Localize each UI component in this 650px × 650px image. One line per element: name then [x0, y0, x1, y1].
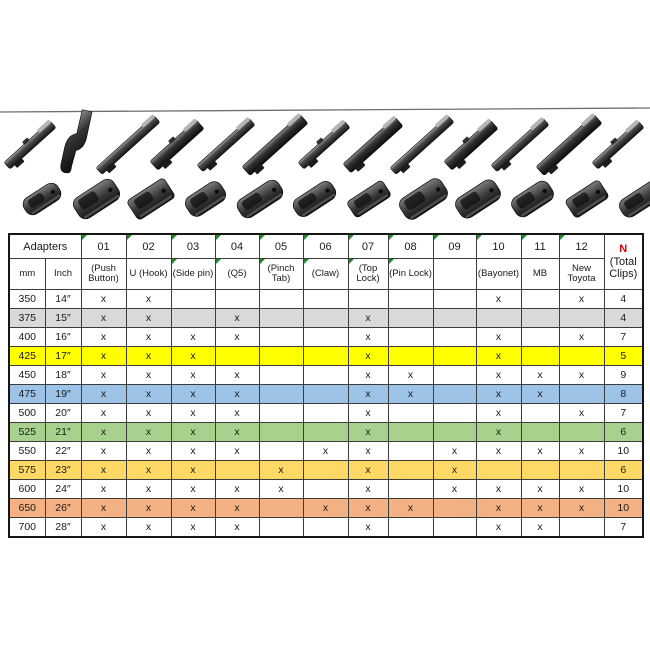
clip-mark-cell: [559, 385, 604, 404]
clip-mark-cell: [215, 461, 259, 480]
size-mm-cell: 600: [9, 480, 45, 499]
adapter-clip-photo: [234, 177, 286, 221]
clip-mark-cell: [215, 290, 259, 309]
clip-mark-cell: [521, 309, 559, 328]
size-mm-cell: 350: [9, 290, 45, 309]
adapter-clip-photo: [565, 179, 610, 218]
table-row: [9, 347, 643, 366]
clip-mark-cell: x: [81, 328, 126, 347]
table-row: [9, 290, 643, 309]
clip-mark-cell: x: [126, 366, 171, 385]
adapter-number-header-09: 09: [433, 234, 476, 259]
clip-mark-cell: x: [215, 328, 259, 347]
clip-mark-cell: [303, 404, 348, 423]
clip-mark-cell: [433, 290, 476, 309]
clip-mark-cell: [259, 290, 303, 309]
clip-mark-cell: [259, 385, 303, 404]
size-mm-cell: 650: [9, 499, 45, 518]
clip-mark-cell: [215, 347, 259, 366]
clip-mark-cell: [259, 499, 303, 518]
wiper-arm-photo: [2, 119, 59, 172]
clip-mark-cell: x: [348, 328, 388, 347]
adapter-number-header-02: 02: [126, 234, 171, 259]
clip-mark-cell: x: [215, 480, 259, 499]
clip-mark-cell: x: [559, 480, 604, 499]
total-clips-header: N (Total Clips): [604, 234, 643, 290]
adapter-name-header-04: (Q5): [215, 259, 259, 290]
clip-mark-cell: [259, 309, 303, 328]
clip-mark-cell: [388, 309, 433, 328]
clip-mark-cell: x: [126, 442, 171, 461]
total-clips-cell: 7: [604, 328, 643, 347]
clip-mark-cell: [521, 423, 559, 442]
clip-mark-cell: [433, 423, 476, 442]
clip-mark-cell: x: [81, 290, 126, 309]
clip-mark-cell: [259, 404, 303, 423]
clip-mark-cell: x: [348, 518, 388, 538]
clip-mark-cell: x: [81, 404, 126, 423]
clip-mark-cell: x: [126, 499, 171, 518]
adapter-number-header-11: 11: [521, 234, 559, 259]
clip-mark-cell: x: [81, 423, 126, 442]
clip-mark-cell: x: [348, 461, 388, 480]
clip-mark-cell: [388, 290, 433, 309]
size-mm-cell: 500: [9, 404, 45, 423]
adapter-number-header-04: 04: [215, 234, 259, 259]
adapter-name-header-03: (Side pin): [171, 259, 215, 290]
adapter-number-header-03: 03: [171, 234, 215, 259]
clip-mark-cell: x: [81, 442, 126, 461]
adapter-clip-photo: [70, 176, 122, 222]
clip-mark-cell: [433, 385, 476, 404]
adapter-name-header-05: (Pinch Tab): [259, 259, 303, 290]
clip-mark-cell: x: [171, 461, 215, 480]
clip-mark-cell: [433, 499, 476, 518]
total-clips-cell: 9: [604, 366, 643, 385]
total-clips-cell: 6: [604, 423, 643, 442]
clip-mark-cell: x: [259, 461, 303, 480]
clip-mark-cell: [303, 366, 348, 385]
clip-mark-cell: x: [521, 385, 559, 404]
total-clips-cell: 4: [604, 309, 643, 328]
clip-mark-cell: x: [215, 423, 259, 442]
clip-mark-cell: x: [171, 499, 215, 518]
adapter-photo-band: [0, 100, 650, 233]
clip-mark-cell: x: [348, 423, 388, 442]
clip-mark-cell: x: [171, 423, 215, 442]
clip-mark-cell: [388, 518, 433, 538]
size-inch-cell: 19″: [45, 385, 81, 404]
clip-mark-cell: [433, 347, 476, 366]
clip-mark-cell: x: [476, 347, 521, 366]
adapter-number-header-05: 05: [259, 234, 303, 259]
clip-mark-cell: [259, 328, 303, 347]
clip-mark-cell: x: [559, 366, 604, 385]
clip-mark-cell: [388, 347, 433, 366]
clip-mark-cell: [433, 366, 476, 385]
photo-edge-line: [0, 108, 650, 112]
clip-mark-cell: x: [559, 499, 604, 518]
adapter-name-header-11: MB: [521, 259, 559, 290]
clip-mark-cell: [476, 461, 521, 480]
total-clips-cell: 10: [604, 480, 643, 499]
clip-mark-cell: x: [476, 290, 521, 309]
adapter-name-header-09: [433, 259, 476, 290]
total-clips-cell: 4: [604, 290, 643, 309]
clip-mark-cell: x: [171, 385, 215, 404]
clip-mark-cell: [433, 328, 476, 347]
clip-mark-cell: [559, 423, 604, 442]
size-mm-cell: 475: [9, 385, 45, 404]
clip-mark-cell: x: [81, 309, 126, 328]
clip-mark-cell: x: [303, 442, 348, 461]
table-row: [9, 309, 643, 328]
clip-mark-cell: x: [126, 385, 171, 404]
adapters-header-cell: Adapters: [9, 234, 81, 259]
size-inch-cell: 24″: [45, 480, 81, 499]
adapter-clip-photo: [616, 178, 650, 220]
clip-mark-cell: x: [126, 309, 171, 328]
clip-mark-cell: [303, 309, 348, 328]
adapter-name-header-10: (Bayonet): [476, 259, 521, 290]
size-mm-cell: 450: [9, 366, 45, 385]
clip-mark-cell: [559, 518, 604, 538]
adapter-photos-image: [0, 100, 650, 233]
size-inch-cell: 15″: [45, 309, 81, 328]
clip-mark-cell: x: [126, 423, 171, 442]
clip-mark-cell: x: [81, 347, 126, 366]
clip-mark-cell: x: [348, 442, 388, 461]
clip-mark-cell: [303, 461, 348, 480]
clip-mark-cell: x: [81, 385, 126, 404]
clip-mark-cell: x: [126, 480, 171, 499]
clip-mark-cell: x: [215, 518, 259, 538]
size-inch-cell: 21″: [45, 423, 81, 442]
adapter-clip-photo: [452, 177, 503, 221]
inch-column-header: Inch: [45, 259, 81, 290]
total-clips-cell: 5: [604, 347, 643, 366]
adapter-clip-photo: [346, 180, 392, 219]
clip-mark-cell: x: [259, 480, 303, 499]
size-inch-cell: 14″: [45, 290, 81, 309]
size-inch-cell: 17″: [45, 347, 81, 366]
total-clips-cell: 7: [604, 404, 643, 423]
clip-mark-cell: x: [81, 461, 126, 480]
clip-mark-cell: [388, 480, 433, 499]
clip-mark-cell: [303, 328, 348, 347]
clip-mark-cell: x: [171, 480, 215, 499]
size-inch-cell: 26″: [45, 499, 81, 518]
adapter-name-header-01: (Push Button): [81, 259, 126, 290]
clip-mark-cell: [303, 480, 348, 499]
clip-mark-cell: [388, 461, 433, 480]
clip-mark-cell: [348, 290, 388, 309]
clip-mark-cell: x: [476, 328, 521, 347]
adapter-clip-photo: [182, 179, 228, 220]
clip-mark-cell: x: [81, 366, 126, 385]
clip-mark-cell: x: [476, 404, 521, 423]
clip-mark-cell: x: [388, 366, 433, 385]
clip-mark-cell: x: [215, 404, 259, 423]
clip-mark-cell: [559, 309, 604, 328]
clip-mark-cell: x: [476, 366, 521, 385]
clip-mark-cell: [559, 347, 604, 366]
table-row: [9, 404, 643, 423]
clip-mark-cell: x: [476, 499, 521, 518]
clip-mark-cell: [303, 290, 348, 309]
total-clips-cell: 10: [604, 442, 643, 461]
table-row: [9, 442, 643, 461]
clip-mark-cell: [476, 309, 521, 328]
clip-mark-cell: x: [126, 518, 171, 538]
clip-mark-cell: [171, 309, 215, 328]
clip-mark-cell: x: [126, 404, 171, 423]
size-inch-cell: 28″: [45, 518, 81, 538]
clip-mark-cell: x: [215, 309, 259, 328]
clip-mark-cell: x: [476, 423, 521, 442]
clip-mark-cell: [521, 290, 559, 309]
clip-mark-cell: x: [476, 480, 521, 499]
clip-mark-cell: [388, 328, 433, 347]
clip-mark-cell: x: [348, 366, 388, 385]
clip-mark-cell: x: [348, 480, 388, 499]
clip-mark-cell: x: [215, 366, 259, 385]
clip-mark-cell: x: [388, 499, 433, 518]
adapter-number-header-01: 01: [81, 234, 126, 259]
clip-mark-cell: x: [171, 442, 215, 461]
clip-mark-cell: [559, 461, 604, 480]
clip-mark-cell: x: [215, 385, 259, 404]
total-clips-cell: 6: [604, 461, 643, 480]
clip-mark-cell: [388, 404, 433, 423]
table-row: [9, 518, 643, 538]
clip-mark-cell: x: [521, 366, 559, 385]
clip-mark-cell: x: [559, 442, 604, 461]
clip-mark-cell: x: [559, 404, 604, 423]
adapter-clip-photo: [508, 178, 556, 220]
adapter-name-header-12: New Toyota: [559, 259, 604, 290]
size-mm-cell: 575: [9, 461, 45, 480]
clip-mark-cell: x: [171, 366, 215, 385]
adapter-clip-photo: [126, 177, 175, 220]
clip-mark-cell: [303, 518, 348, 538]
size-mm-cell: 425: [9, 347, 45, 366]
table-row: [9, 461, 643, 480]
adapter-name-header-06: (Claw): [303, 259, 348, 290]
clip-mark-cell: x: [81, 518, 126, 538]
clip-mark-cell: x: [559, 328, 604, 347]
clip-mark-cell: [433, 518, 476, 538]
clip-mark-cell: x: [521, 499, 559, 518]
clip-mark-cell: [259, 442, 303, 461]
clip-mark-cell: [433, 404, 476, 423]
total-clips-cell: 7: [604, 518, 643, 538]
table-row: [9, 423, 643, 442]
total-clips-cell: 8: [604, 385, 643, 404]
clip-mark-cell: x: [521, 480, 559, 499]
clip-mark-cell: x: [476, 518, 521, 538]
clip-mark-cell: x: [126, 328, 171, 347]
clip-mark-cell: [388, 423, 433, 442]
size-mm-cell: 525: [9, 423, 45, 442]
clip-mark-cell: [259, 366, 303, 385]
clip-mark-cell: [303, 385, 348, 404]
table-row: [9, 385, 643, 404]
clip-mark-cell: [303, 423, 348, 442]
clip-mark-cell: x: [348, 404, 388, 423]
size-inch-cell: 22″: [45, 442, 81, 461]
size-inch-cell: 16″: [45, 328, 81, 347]
clip-mark-cell: x: [433, 461, 476, 480]
clip-mark-cell: x: [215, 442, 259, 461]
clip-mark-cell: x: [433, 480, 476, 499]
clip-mark-cell: x: [81, 480, 126, 499]
adapter-clip-photo: [396, 176, 450, 223]
adapter-name-header-08: (Pin Lock): [388, 259, 433, 290]
adapter-number-header-12: 12: [559, 234, 604, 259]
clip-mark-cell: x: [433, 442, 476, 461]
clip-mark-cell: x: [126, 347, 171, 366]
adapter-number-header-07: 07: [348, 234, 388, 259]
table-row: [9, 366, 643, 385]
clip-mark-cell: x: [171, 518, 215, 538]
clip-mark-cell: [433, 309, 476, 328]
clip-mark-cell: x: [348, 499, 388, 518]
clip-mark-cell: [259, 347, 303, 366]
clip-mark-cell: x: [521, 442, 559, 461]
clip-mark-cell: [521, 404, 559, 423]
clip-mark-cell: x: [126, 290, 171, 309]
adapter-number-header-08: 08: [388, 234, 433, 259]
clip-mark-cell: x: [476, 385, 521, 404]
clip-mark-cell: x: [348, 347, 388, 366]
clip-mark-cell: [171, 290, 215, 309]
size-mm-cell: 550: [9, 442, 45, 461]
clip-mark-cell: x: [215, 499, 259, 518]
adapter-number-header-10: 10: [476, 234, 521, 259]
clip-mark-cell: [388, 442, 433, 461]
clip-mark-cell: [521, 347, 559, 366]
clip-mark-cell: x: [171, 328, 215, 347]
adapter-clip-photo: [290, 178, 339, 219]
mm-column-header: mm: [9, 259, 45, 290]
adapter-number-header-06: 06: [303, 234, 348, 259]
clip-mark-cell: x: [126, 461, 171, 480]
adapter-name-header-07: (Top Lock): [348, 259, 388, 290]
clip-mark-cell: x: [348, 309, 388, 328]
size-inch-cell: 23″: [45, 461, 81, 480]
clip-mark-cell: [259, 423, 303, 442]
size-inch-cell: 20″: [45, 404, 81, 423]
clip-mark-cell: [303, 347, 348, 366]
clip-mark-cell: x: [171, 347, 215, 366]
wiper-arm-photo: [95, 114, 163, 177]
size-mm-cell: 375: [9, 309, 45, 328]
clip-mark-cell: x: [348, 385, 388, 404]
table-row: [9, 480, 643, 499]
clip-mark-cell: [521, 461, 559, 480]
clip-mark-cell: x: [81, 499, 126, 518]
clip-mark-cell: x: [303, 499, 348, 518]
table-row: [9, 499, 643, 518]
total-clips-cell: 10: [604, 499, 643, 518]
total-n-label: N: [619, 243, 628, 256]
size-mm-cell: 400: [9, 328, 45, 347]
clip-mark-cell: x: [521, 518, 559, 538]
table-row: [9, 328, 643, 347]
adapter-name-header-02: U (Hook): [126, 259, 171, 290]
adapter-compatibility-table: [8, 233, 644, 538]
clip-mark-cell: x: [388, 385, 433, 404]
clip-mark-cell: x: [476, 442, 521, 461]
size-mm-cell: 700: [9, 518, 45, 538]
clip-mark-cell: x: [559, 290, 604, 309]
clip-mark-cell: [259, 518, 303, 538]
clip-mark-cell: [521, 328, 559, 347]
adapter-clip-photo: [20, 180, 64, 218]
clip-mark-cell: x: [171, 404, 215, 423]
size-inch-cell: 18″: [45, 366, 81, 385]
